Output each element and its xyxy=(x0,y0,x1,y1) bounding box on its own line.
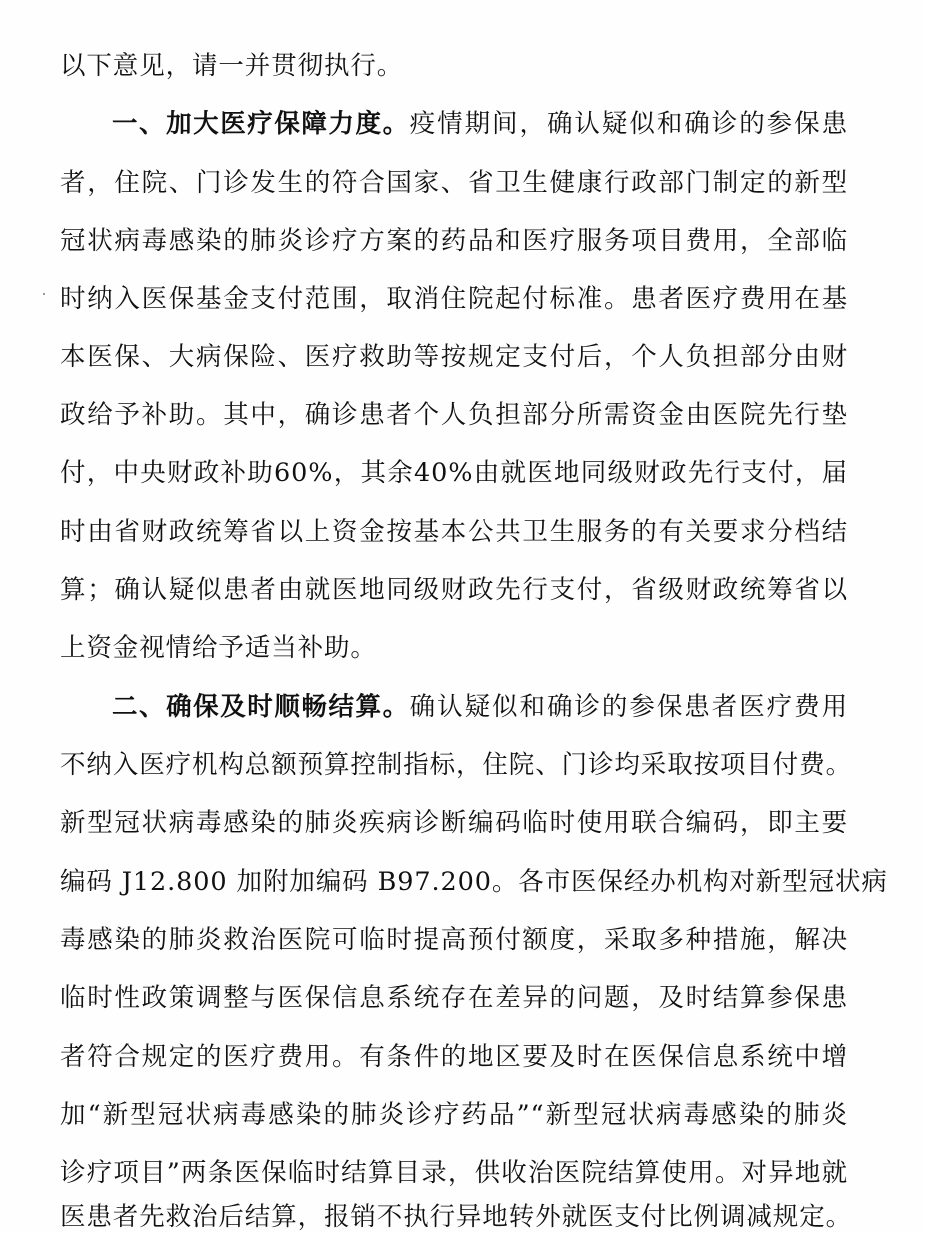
text-line: 诊疗项目”两条医保临时结算目录，供收治医院结算使用。对异地就 xyxy=(60,1158,848,1188)
text-line: 者符合规定的医疗费用。有条件的地区要及时在医保信息系统中增 xyxy=(60,1042,848,1072)
text-line: 本医保、大病保险、医疗救助等按规定支付后，个人负担部分由财 xyxy=(60,342,848,372)
text-line: 时由省财政统筹省以上资金按基本公共卫生服务的有关要求分档结 xyxy=(60,517,848,547)
text-line: 时纳入医保基金支付范围，取消住院起付标准。患者医疗费用在基 xyxy=(60,284,848,314)
text-line: 毒感染的肺炎救治医院可临时提高预付额度，采取多种措施，解决 xyxy=(60,925,848,955)
section-2-first-line xyxy=(112,689,848,725)
section-heading-2: 二、确保及时顺畅结算。 xyxy=(112,692,410,722)
text-run: 确认疑似和确诊的参保患者医疗费用 xyxy=(409,692,848,722)
scan-speck xyxy=(43,293,45,295)
text-line: 不纳入医疗机构总额预算控制指标，住院、门诊均采取按项目付费。 xyxy=(60,750,853,780)
text-line: 冠状病毒感染的肺炎诊疗方案的药品和医疗服务项目费用，全部临 xyxy=(60,226,848,256)
section-heading-1: 一、加大医疗保障力度。 xyxy=(112,109,410,139)
section-1-first-line xyxy=(112,106,848,142)
text-line: 者，住院、门诊发生的符合国家、省卫生健康行政部门制定的新型 xyxy=(60,168,848,198)
text-line: 编码 J12.800 加附加编码 B97.200。各市医保经办机构对新型冠状病 xyxy=(60,867,888,897)
text-line: 算；确认疑似患者由就医地同级财政先行支付，省级财政统筹省以 xyxy=(60,575,848,605)
text-line: 加“新型冠状病毒感染的肺炎诊疗药品”“新型冠状病毒感染的肺炎 xyxy=(60,1100,848,1130)
text-line: 临时性政策调整与医保信息系统存在差异的问题，及时结算参保患 xyxy=(60,983,848,1013)
text-line: 上资金视情给予适当补助。 xyxy=(60,633,377,663)
text-line: 医患者先救治后结算，报销不执行异地转外就医支付比例调减规定。 xyxy=(60,1202,853,1232)
text-line: 以下意见，请一并贯彻执行。 xyxy=(60,51,404,81)
text-line: 政给予补助。其中，确诊患者个人负担部分所需资金由医院先行垫 xyxy=(60,400,848,430)
text-line: 新型冠状病毒感染的肺炎疾病诊断编码临时使用联合编码，即主要 xyxy=(60,808,848,838)
text-line: 付，中央财政补助60%，其余40%由就医地同级财政先行支付，届 xyxy=(60,458,848,488)
text-run: 疫情期间，确认疑似和确诊的参保患 xyxy=(409,109,848,139)
